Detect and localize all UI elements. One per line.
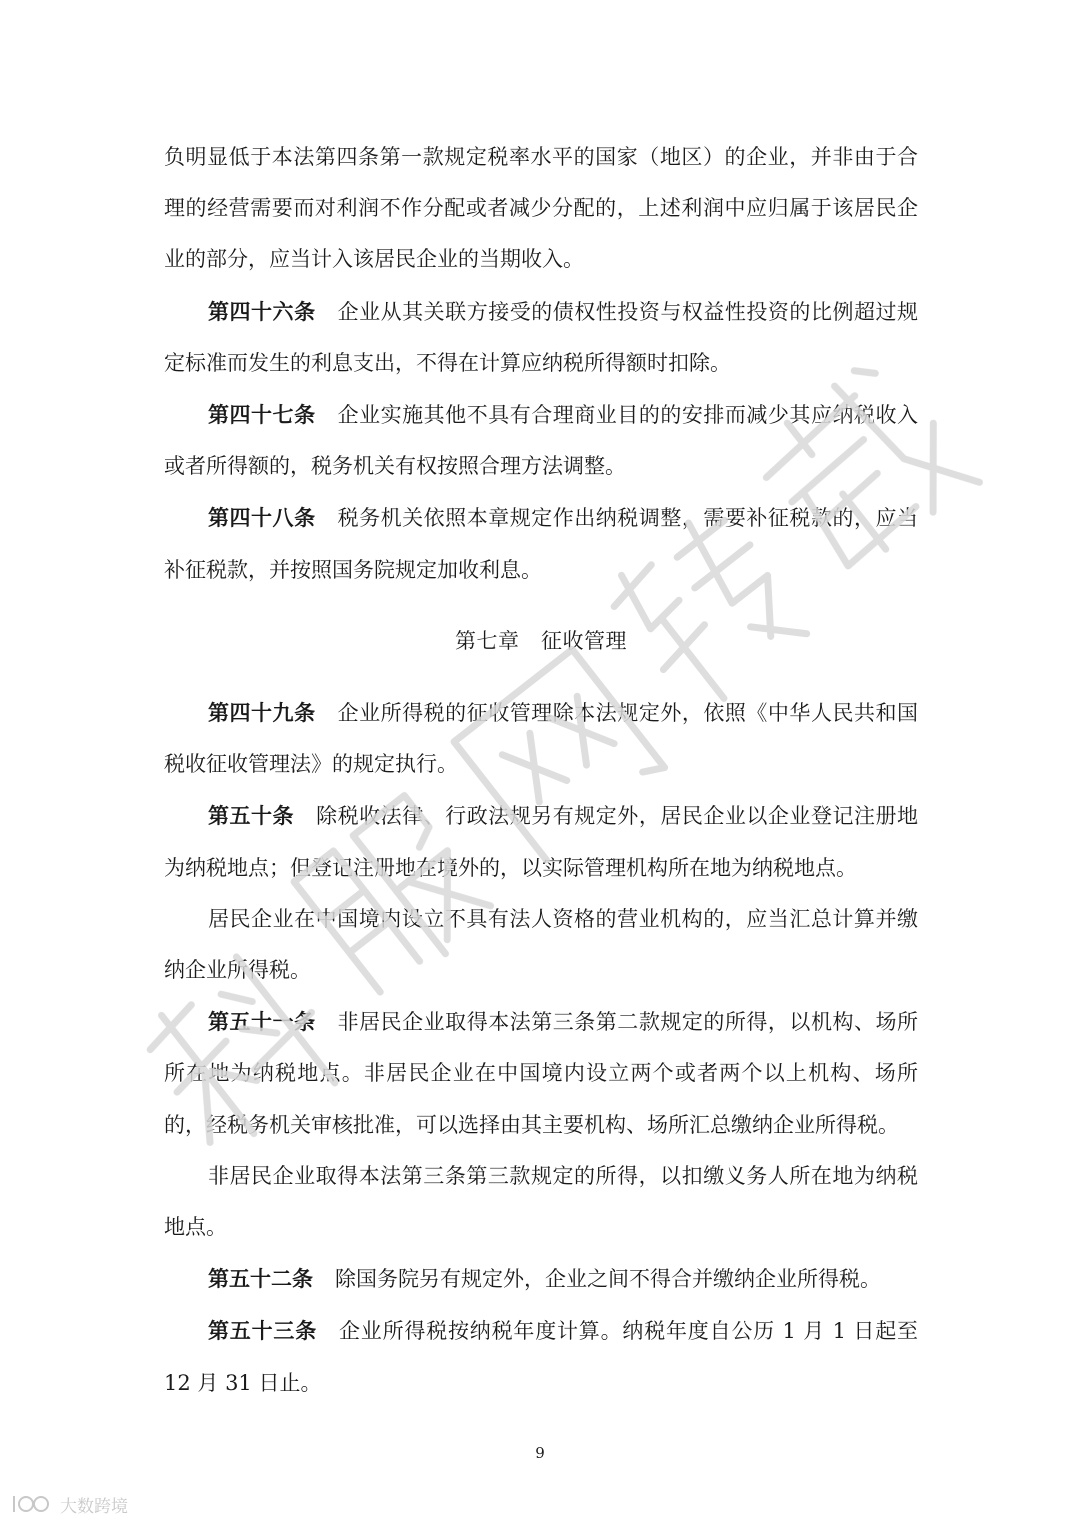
paragraph-text: 非居民企业取得本法第三条第三款规定的所得，以扣缴义务人所在地为纳税地点。 [164,1163,918,1240]
article-number: 第四十七条 [208,402,316,428]
article-47 [164,389,918,492]
article-number: 第四十九条 [208,700,316,726]
paragraph-text: 企业从其关联方接受的债权性投资与权益性投资的比例超过规定标准而发生的利息支出，不得在计算应纳税所得额时扣除。 [164,299,919,375]
article-49 [164,687,918,790]
article-52 [164,1253,918,1305]
article-53 [164,1305,918,1408]
paragraph-text: 除国务院另有规定外，企业之间不得合并缴纳企业所得税。 [335,1267,881,1292]
article-50-para-2 [164,894,918,996]
paragraph-text: 企业所得税的征收管理除本法规定外，依照《中华人民共和国税收征收管理法》的规定执行。 [164,701,919,777]
paragraph-text: 企业所得税按纳税年度计算。纳税年度自公历 1 月 1 日起至 12 月 31 日止。 [164,1319,919,1395]
paragraph-text: 负明显低于本法第四条第一款规定税率水平的国家（地区）的企业，并非由于合理的经营需要而对利润不作分配或者减少分配的，上述利润中应归属于该居民企业的部分，应当计入该居民企业的当期收入。 [164,145,918,272]
article-number: 第五十二条 [208,1266,313,1292]
article-46 [164,286,918,389]
page-number: 9 [535,1444,545,1462]
article-number: 第四十六条 [208,298,316,324]
paragraph-text: 除税收法律、行政法规另有规定外，居民企业以企业登记注册地为纳税地点；但登记注册地在境外的，以实际管理机构所在地为纳税地点。 [164,804,919,880]
source-logo-text: 大数跨境 [60,1496,128,1517]
article-number: 第四十八条 [208,505,316,531]
paragraph-text: 居民企业在中国境内设立不具有法人资格的营业机构的，应当汇总计算并缴纳企业所得税。 [164,906,918,983]
paragraph-text: 税务机关依照本章规定作出纳税调整，需要补征税款的，应当补征税款，并按照国务院规定加收利息。 [164,506,919,582]
paragraph-continuation [164,132,918,286]
article-number: 第五十一条 [208,1009,316,1035]
article-number: 第五十三条 [208,1318,317,1344]
article-51-para-2 [164,1151,918,1253]
article-50 [164,790,918,893]
article-number: 第五十条 [208,803,295,829]
paragraph-text: 企业实施其他不具有合理商业目的的安排而减少其应纳税收入或者所得额的，税务机关有权按照合理方法调整。 [164,403,919,479]
document-body [164,132,918,1409]
chapter-heading: 第七章 征收管理 [455,628,627,653]
article-51 [164,996,918,1151]
paragraph-text: 非居民企业取得本法第三条第二款规定的所得，以机构、场所所在地为纳税地点。非居民企业在中国境内设立两个或者两个以上机构、场所的，经税务机关审核批准，可以选择由其主要机构、场所汇总缴纳企业所得税。 [164,1010,919,1137]
source-logo-icon [10,1493,56,1515]
article-48 [164,492,918,595]
source-logo [10,1492,128,1516]
